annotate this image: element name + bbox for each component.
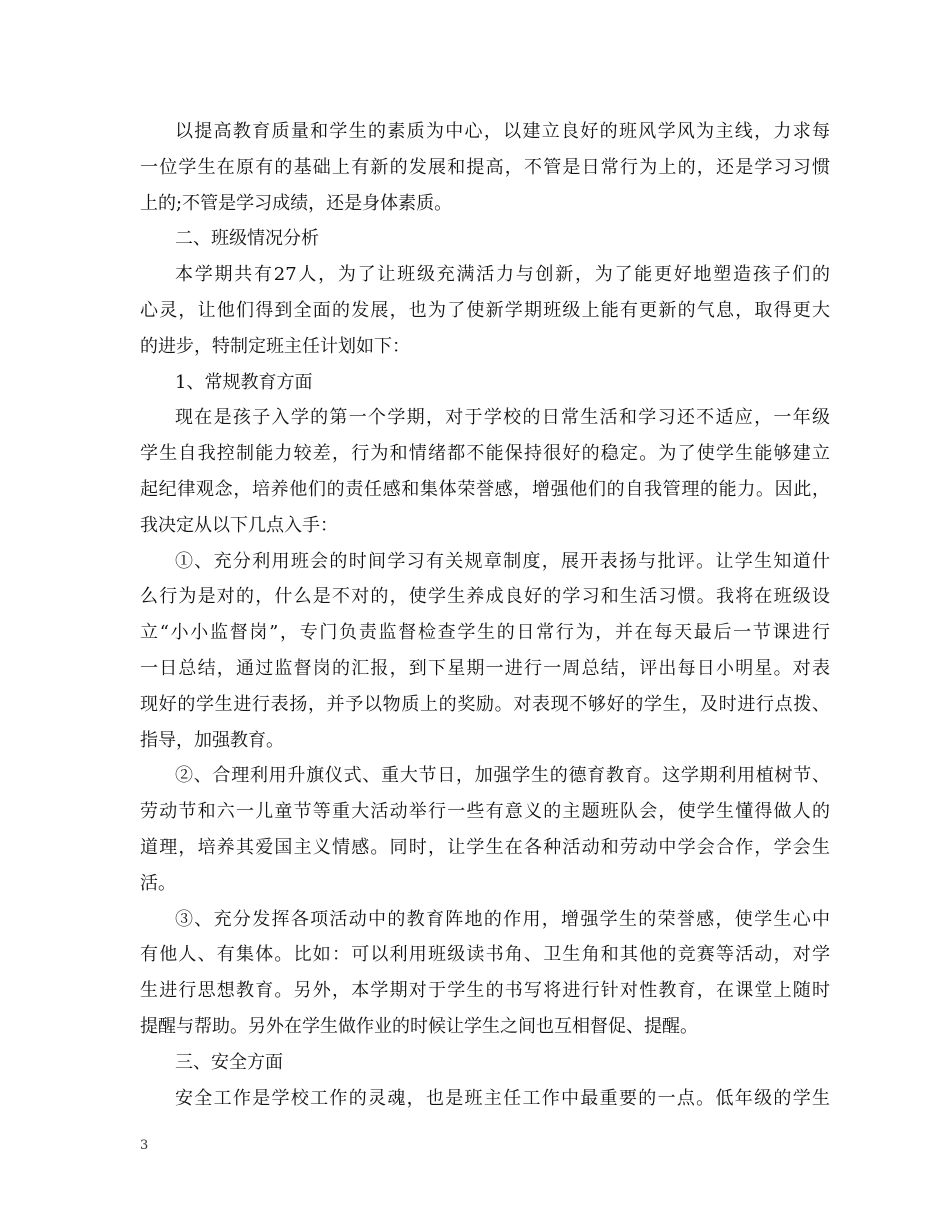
list-item-line: 指导，加强教育。 — [140, 729, 284, 751]
list-item-line: 生进行思想教育。另外，本学期对于学生的书写将进行针对性教育，在课堂上随时 — [140, 980, 830, 1002]
list-item-line: ②、合理利用升旗仪式、重大节日，加强学生的德育教育。这学期利用植树节、 — [175, 765, 830, 787]
list-item-line: 立“小小监督岗”，专门负责监督检查学生的日常行为，并在每天最后一节课进行 — [140, 622, 830, 644]
list-item-line: 提醒与帮助。另外在学生做作业的时候让学生之间也互相督促、提醒。 — [140, 1015, 698, 1037]
paragraph-line: 本学期共有27人，为了让班级充满活力与创新，为了能更好地塑造孩子们的 — [175, 264, 830, 286]
list-item-line: 么行为是对的，什么是不对的，使学生养成良好的学习和生活习惯。我将在班级设 — [140, 586, 830, 608]
paragraph-line: 以提高教育质量和学生的素质为中心，以建立良好的班风学风为主线，力求每 — [175, 121, 830, 142]
subsection-heading: 1、常规教育方面 — [175, 371, 313, 393]
section-heading: 三、安全方面 — [175, 1051, 283, 1073]
document-body — [140, 114, 830, 1116]
list-item-line: 有他人、有集体。比如：可以利用班级读书角、卫生角和其他的竞赛等活动，对学 — [140, 944, 830, 966]
paragraph-line: 学生自我控制能力较差，行为和情绪都不能保持很好的稳定。为了使学生能够建立 — [140, 443, 830, 465]
page-number: 3 — [140, 1138, 149, 1153]
section-heading: 二、班级情况分析 — [175, 228, 319, 250]
paragraph-line: 现在是孩子入学的第一个学期，对于学校的日常生活和学习还不适应，一年级 — [175, 407, 830, 429]
paragraph-line: 的进步，特制定班主任计划如下： — [140, 335, 410, 357]
list-item-line: ①、充分利用班会的时间学习有关规章制度，展开表扬与批评。让学生知道什 — [175, 550, 830, 572]
list-item-line: ③、充分发挥各项活动中的教育阵地的作用，增强学生的荣誉感，使学生心中 — [175, 908, 830, 930]
paragraph-line: 起纪律观念，培养他们的责任感和集体荣誉感，增强他们的自我管理的能力。因此， — [140, 478, 830, 500]
paragraph-line: 一位学生在原有的基础上有新的发展和提高，不管是日常行为上的，还是学习习惯 — [140, 156, 830, 178]
paragraph-line: 心灵，让他们得到全面的发展，也为了使新学期班级上能有更新的气息，取得更大 — [140, 299, 830, 321]
paragraph-line: 我决定从以下几点入手： — [140, 514, 338, 536]
list-item-line: 活。 — [140, 872, 176, 894]
list-item-line: 现好的学生进行表扬，并予以物质上的奖励。对表现不够好的学生，及时进行点拨、 — [140, 693, 830, 715]
list-item-line: 道理，培养其爱国主义情感。同时，让学生在各种活动和劳动中学会合作，学会生 — [140, 836, 830, 858]
paragraph-line: 上的;不管是学习成绩，还是身体素质。 — [140, 192, 453, 214]
list-item-line: 一日总结，通过监督岗的汇报，到下星期一进行一周总结，评出每日小明星。对表 — [140, 657, 830, 679]
paragraph-line: 安全工作是学校工作的灵魂，也是班主任工作中最重要的一点。低年级的学生 — [175, 1087, 830, 1109]
list-item-line: 劳动节和六一儿童节等重大活动举行一些有意义的主题班队会，使学生懂得做人的 — [140, 801, 830, 823]
